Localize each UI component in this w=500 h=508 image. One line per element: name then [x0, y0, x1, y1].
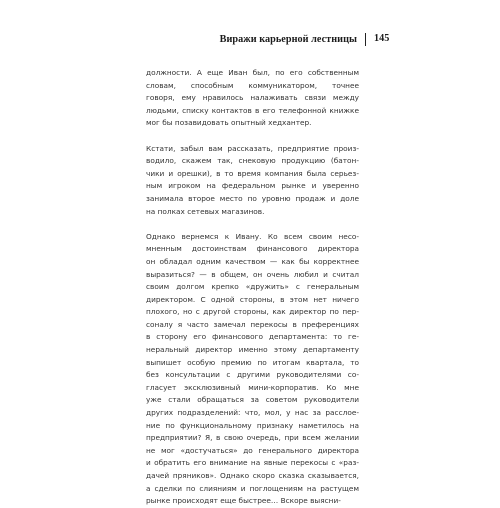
paragraph — [146, 67, 359, 130]
text-line: гласует эксклюзивный мини-корпоратив. Ко мне — [146, 382, 359, 392]
text-line: чики и орешки), в то время компания была серьез- — [146, 168, 359, 178]
text-line: он обладал одним качеством — как бы корректнее — [146, 256, 359, 266]
paragraph — [146, 143, 359, 219]
text-line: людьми, списку контактов в его телефонной книжке — [146, 105, 359, 115]
text-line: выразиться? — в общем, он очень любил и считал — [146, 269, 359, 279]
text-line: говоря, ему нравилось налаживать связи между — [146, 93, 359, 103]
text-line: Однако вернемся к Ивану. Ко всем своим несо- — [146, 231, 359, 241]
text-line: и обратить его внимание на явные перекосы с «раз- — [146, 458, 359, 468]
text-line: Кстати, забыл вам рассказать, предприятие произ- — [146, 143, 359, 153]
header-separator — [365, 33, 366, 46]
text-line: мог бы позавидовать опытный хедхантер. — [146, 118, 312, 128]
page-number: 145 — [374, 33, 390, 44]
text-line: уже стали обращаться за советом руководители — [146, 395, 359, 405]
text-line: в сторону его финансового департамента: то ге- — [146, 332, 359, 342]
text-line: неральный директор именно этому департаменту — [146, 345, 359, 355]
text-line: дачей пряников». Однако скоро сказка сказывается, — [146, 471, 359, 480]
running-head — [220, 33, 366, 46]
text-line: соналу я часто замечал перекосы в преференциях — [146, 319, 359, 329]
text-line: не мог «достучаться» до генерального директора — [146, 445, 359, 455]
text-line: ние по функциональному признаку наметилось на — [146, 420, 359, 430]
text-line: мненным достоинствам финансового директора — [146, 244, 359, 254]
text-line: рынке происходят еще быстрее… Вскоре выясни- — [146, 496, 341, 506]
paragraph — [146, 231, 359, 508]
text-line: занимала второе место по уровню продаж и доле — [146, 193, 359, 203]
text-line: водило, скажем так, снековую продукцию (батон- — [146, 156, 359, 166]
text-line: без консультации с другими руководителями со- — [146, 370, 359, 380]
text-line: а сделки по слияниям и поглощениям на растущем — [146, 483, 359, 493]
running-title: Виражи карьерной лестницы — [219, 34, 357, 45]
text-line: директором. С одной стороны, в этом нет ничего — [146, 294, 359, 304]
text-line: предприятии? Я, в свою очередь, при всем желании — [146, 433, 359, 443]
text-line: на полках сетевых магазинов. — [146, 206, 265, 216]
text-line: ным игроком на федеральном рынке и уверенно — [146, 181, 359, 191]
text-line: плохого, но с другой стороны, как директор по пер- — [146, 307, 359, 317]
text-line: выпишет особую премию по итогам квартала, то — [146, 357, 359, 367]
body-text — [146, 67, 359, 508]
text-line: должности. А еще Иван был, по его собственным — [146, 68, 359, 77]
text-line: других подразделений: что, мол, у нас за расслое- — [146, 408, 359, 418]
text-line: словам, способным коммуникатором, точнее — [146, 80, 359, 90]
text-line: своим долгом крепко «дружить» с генеральным — [146, 282, 359, 292]
